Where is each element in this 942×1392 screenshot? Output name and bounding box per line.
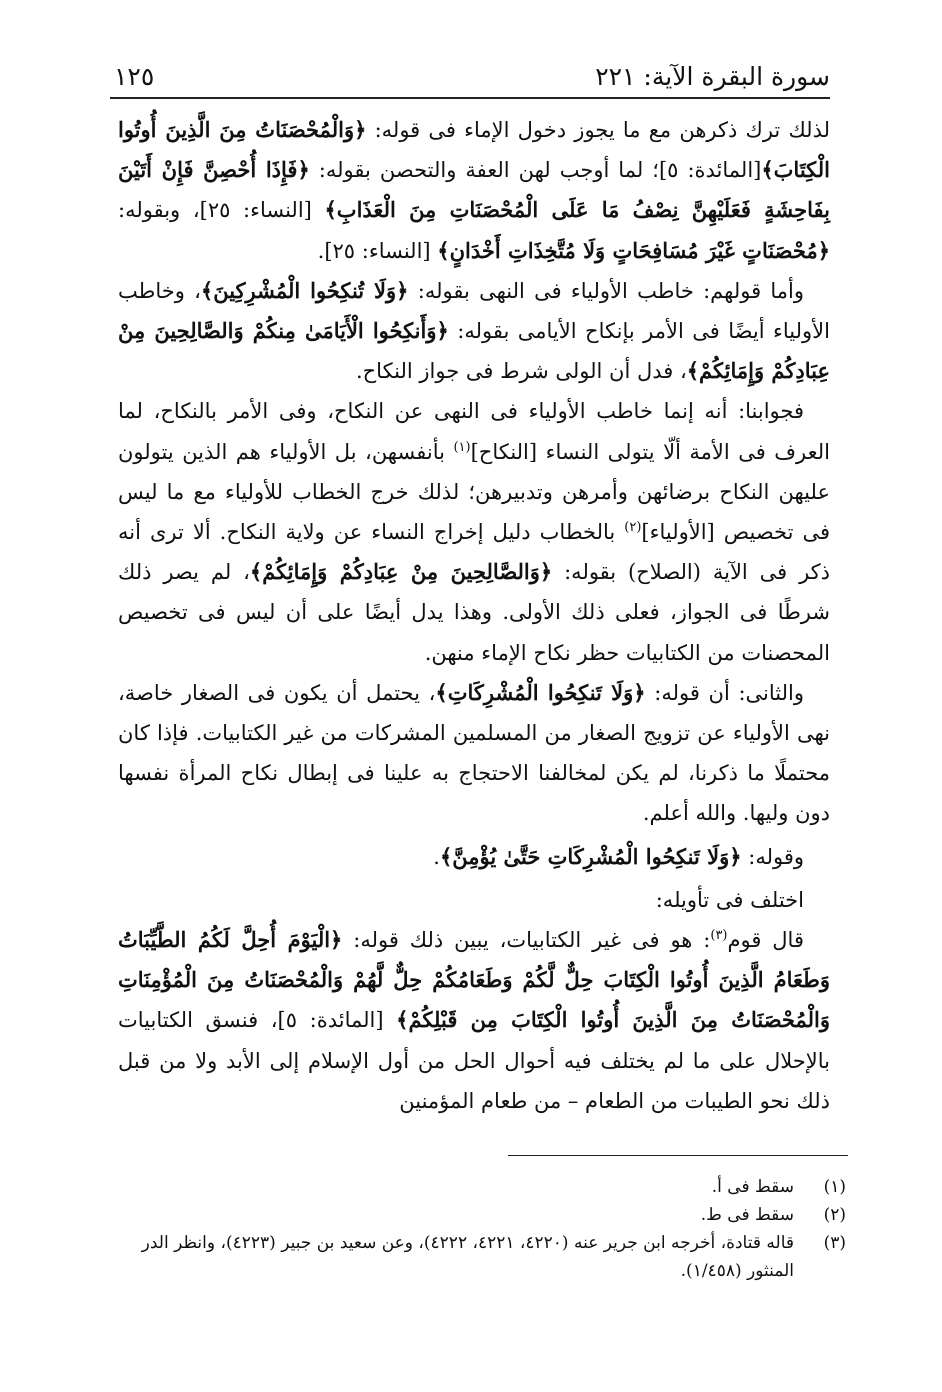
footnote-number: (٢) — [823, 1205, 846, 1225]
quran-quote: ﴿وَلَا تَنكِحُوا الْمُشْرِكَاتِ حَتَّىٰ يُؤْمِنَّ﴾ — [439, 843, 742, 869]
text-run: قال قوم — [727, 928, 804, 953]
quran-quote: ﴿وَأَنكِحُوا الْأَيَامَىٰ مِنكُمْ وَالصَّالِحِينَ مِنْ عِبَادِكُمْ وَإِمَائِكُمْ﴾ — [118, 318, 830, 384]
text-run: [النساء: ٢٥]، وبقوله: — [118, 198, 325, 223]
footnote-marker: (٣) — [710, 928, 728, 944]
text-run: بالخطاب دليل إخراج النساء عن ولاية النكاح. ألا ترى أنه ذكر فى الآية (الصلاح) بقوله: — [118, 520, 831, 585]
running-header — [110, 58, 830, 96]
quran-quote: ﴿وَلَا تَنكِحُوا الْمُشْرِكَاتِ﴾ — [435, 679, 646, 705]
text-run: فجوابنا: أنه إنما خاطب الأولياء فى النهى عن النكاح، وفى الأمر بالنكاح، لما العرف فى الأمة ألّا يتولى النساء [النكاح] — [118, 399, 830, 464]
quran-quote: ﴿وَلَا تُنكِحُوا الْمُشْرِكِينَ﴾ — [200, 277, 409, 303]
quran-quote: ﴿الْيَوْمَ أُحِلَّ لَكُمُ الطَّيِّبَاتُ وَطَعَامُ الَّذِينَ أُوتُوا الْكِتَابَ حِلٌّ لَّكُمْ وَطَعَامُكُمْ حِلٌّ لَّهُمْ وَالْمُحْصَنَاتُ مِنَ الْمُؤْمِنَاتِ وَالْمُحْصَنَاتُ مِنَ الَّذِينَ أُوتُوا الْكِتَابَ مِن قَبْلِكُمْ﴾ — [118, 927, 831, 1033]
footnote — [112, 1229, 846, 1285]
paragraph — [118, 837, 830, 877]
paragraph — [118, 271, 830, 392]
footnote — [112, 1173, 846, 1201]
footnotes — [112, 1173, 846, 1285]
text-run: . — [433, 844, 440, 869]
text-run: : هو فى غير الكتابيات، يبين ذلك قوله: — [342, 928, 711, 953]
text-run: بأنفسهن، بل الأولياء هم الذين يتولون عليهن النكاح برضائهن وأمرهن وتدبيرهن؛ لذلك خرج الخطاب للأولياء مع ما ليس فى تخصيص [الأولياء] — [118, 439, 830, 545]
text-run: اختلف فى تأويله: — [655, 887, 804, 912]
page-number: ١٢٥ — [114, 62, 155, 91]
footnote-text: سقط فى ط. — [700, 1205, 794, 1225]
quran-quote: ﴿وَالصَّالِحِينَ مِنْ عِبَادِكُمْ وَإِمَائِكُمْ﴾ — [249, 559, 553, 585]
quran-quote: ﴿وَالْمُحْصَنَاتُ مِنَ الَّذِينَ أُوتُوا الْكِتَابَ﴾ — [118, 117, 830, 183]
paragraph — [118, 920, 830, 1121]
footnote-number: (٣) — [823, 1233, 846, 1253]
footnote-separator — [508, 1155, 848, 1156]
text-run: وأما قولهم: خاطب الأولياء فى النهى بقوله: — [408, 278, 805, 303]
footnote-text: سقط فى أ. — [711, 1177, 794, 1197]
text-run: ، وخاطب الأولياء أيضًا فى الأمر بإنكاح الأيامى بقوله: — [118, 278, 830, 344]
paragraph — [118, 673, 830, 834]
header-rule — [110, 97, 830, 99]
text-run: ، يحتمل أن يكون فى الصغار خاصة، نهى الأولياء عن تزويج الصغار من المسلمين المشركات من غير الكتابيات. فإذا كان محتملًا ما ذكرنا، لم يكن لمخالفنا الاحتجاج به علينا فى إبطال نكاح المرأة نفسها دون وليها. والله أعلم. — [118, 680, 830, 826]
text-run: [المائدة: ٥]، فنسق الكتابيات بالإحلال على ما لم يختلف فيه أحوال الحل من أول الإسلام إلى الأبد ولا من قبل ذلك نحو الطيبات من الطعام – من طعام المؤمنين — [118, 1008, 830, 1113]
footnote-text: قاله قتادة، أخرجه ابن جرير عنه (٤٢٢٠، ٤٢٢١، ٤٢٢٢)، وعن سعيد بن جبير (٤٢٢٣)، وانظر الدر المنثور (١/٤٥٨). — [141, 1233, 794, 1281]
text-run: [المائدة: ٥]؛ لما أوجب لهن العفة والتحصن بقوله: — [309, 158, 762, 183]
text-run: لذلك ترك ذكرهن مع ما يجوز دخول الإماء فى قوله: — [366, 118, 830, 142]
quran-quote: ﴿فَإِذَا أُحْصِنَّ فَإِنْ أَتَيْنَ بِفَاحِشَةٍ فَعَلَيْهِنَّ نِصْفُ مَا عَلَى الْمُحْصَنَاتِ مِنَ الْعَذَابِ﴾ — [118, 157, 830, 223]
text-run: والثانى: أن قوله: — [645, 680, 805, 705]
text-run: ، لم يصر ذلك شرطًا فى الجواز، فعلى ذلك الأولى. وهذا يدل أيضًا على أن ليس فى تخصيص المحصنات من الكتابيات حظر نكاح الإماء منهن. — [118, 560, 830, 665]
footnote-number: (١) — [823, 1177, 846, 1197]
footnote-marker: (١) — [453, 439, 471, 455]
main-text — [118, 110, 830, 1121]
footnote — [112, 1201, 846, 1229]
text-run: ، فدل أن الولى شرط فى جواز النكاح. — [355, 359, 687, 384]
paragraph — [118, 110, 830, 271]
text-run: وقوله: — [741, 844, 804, 869]
paragraph — [118, 391, 830, 672]
quran-quote: ﴿مُحْصَنَاتٍ غَيْرَ مُسَافِحَاتٍ وَلَا مُتَّخِذَاتِ أَخْدَانٍ﴾ — [437, 237, 830, 263]
paragraph — [118, 880, 830, 920]
text-run: [النساء: ٢٥]. — [317, 238, 438, 263]
footnote-marker: (٢) — [624, 520, 642, 536]
running-title: سورة البقرة الآية: ٢٢١ — [595, 62, 830, 91]
